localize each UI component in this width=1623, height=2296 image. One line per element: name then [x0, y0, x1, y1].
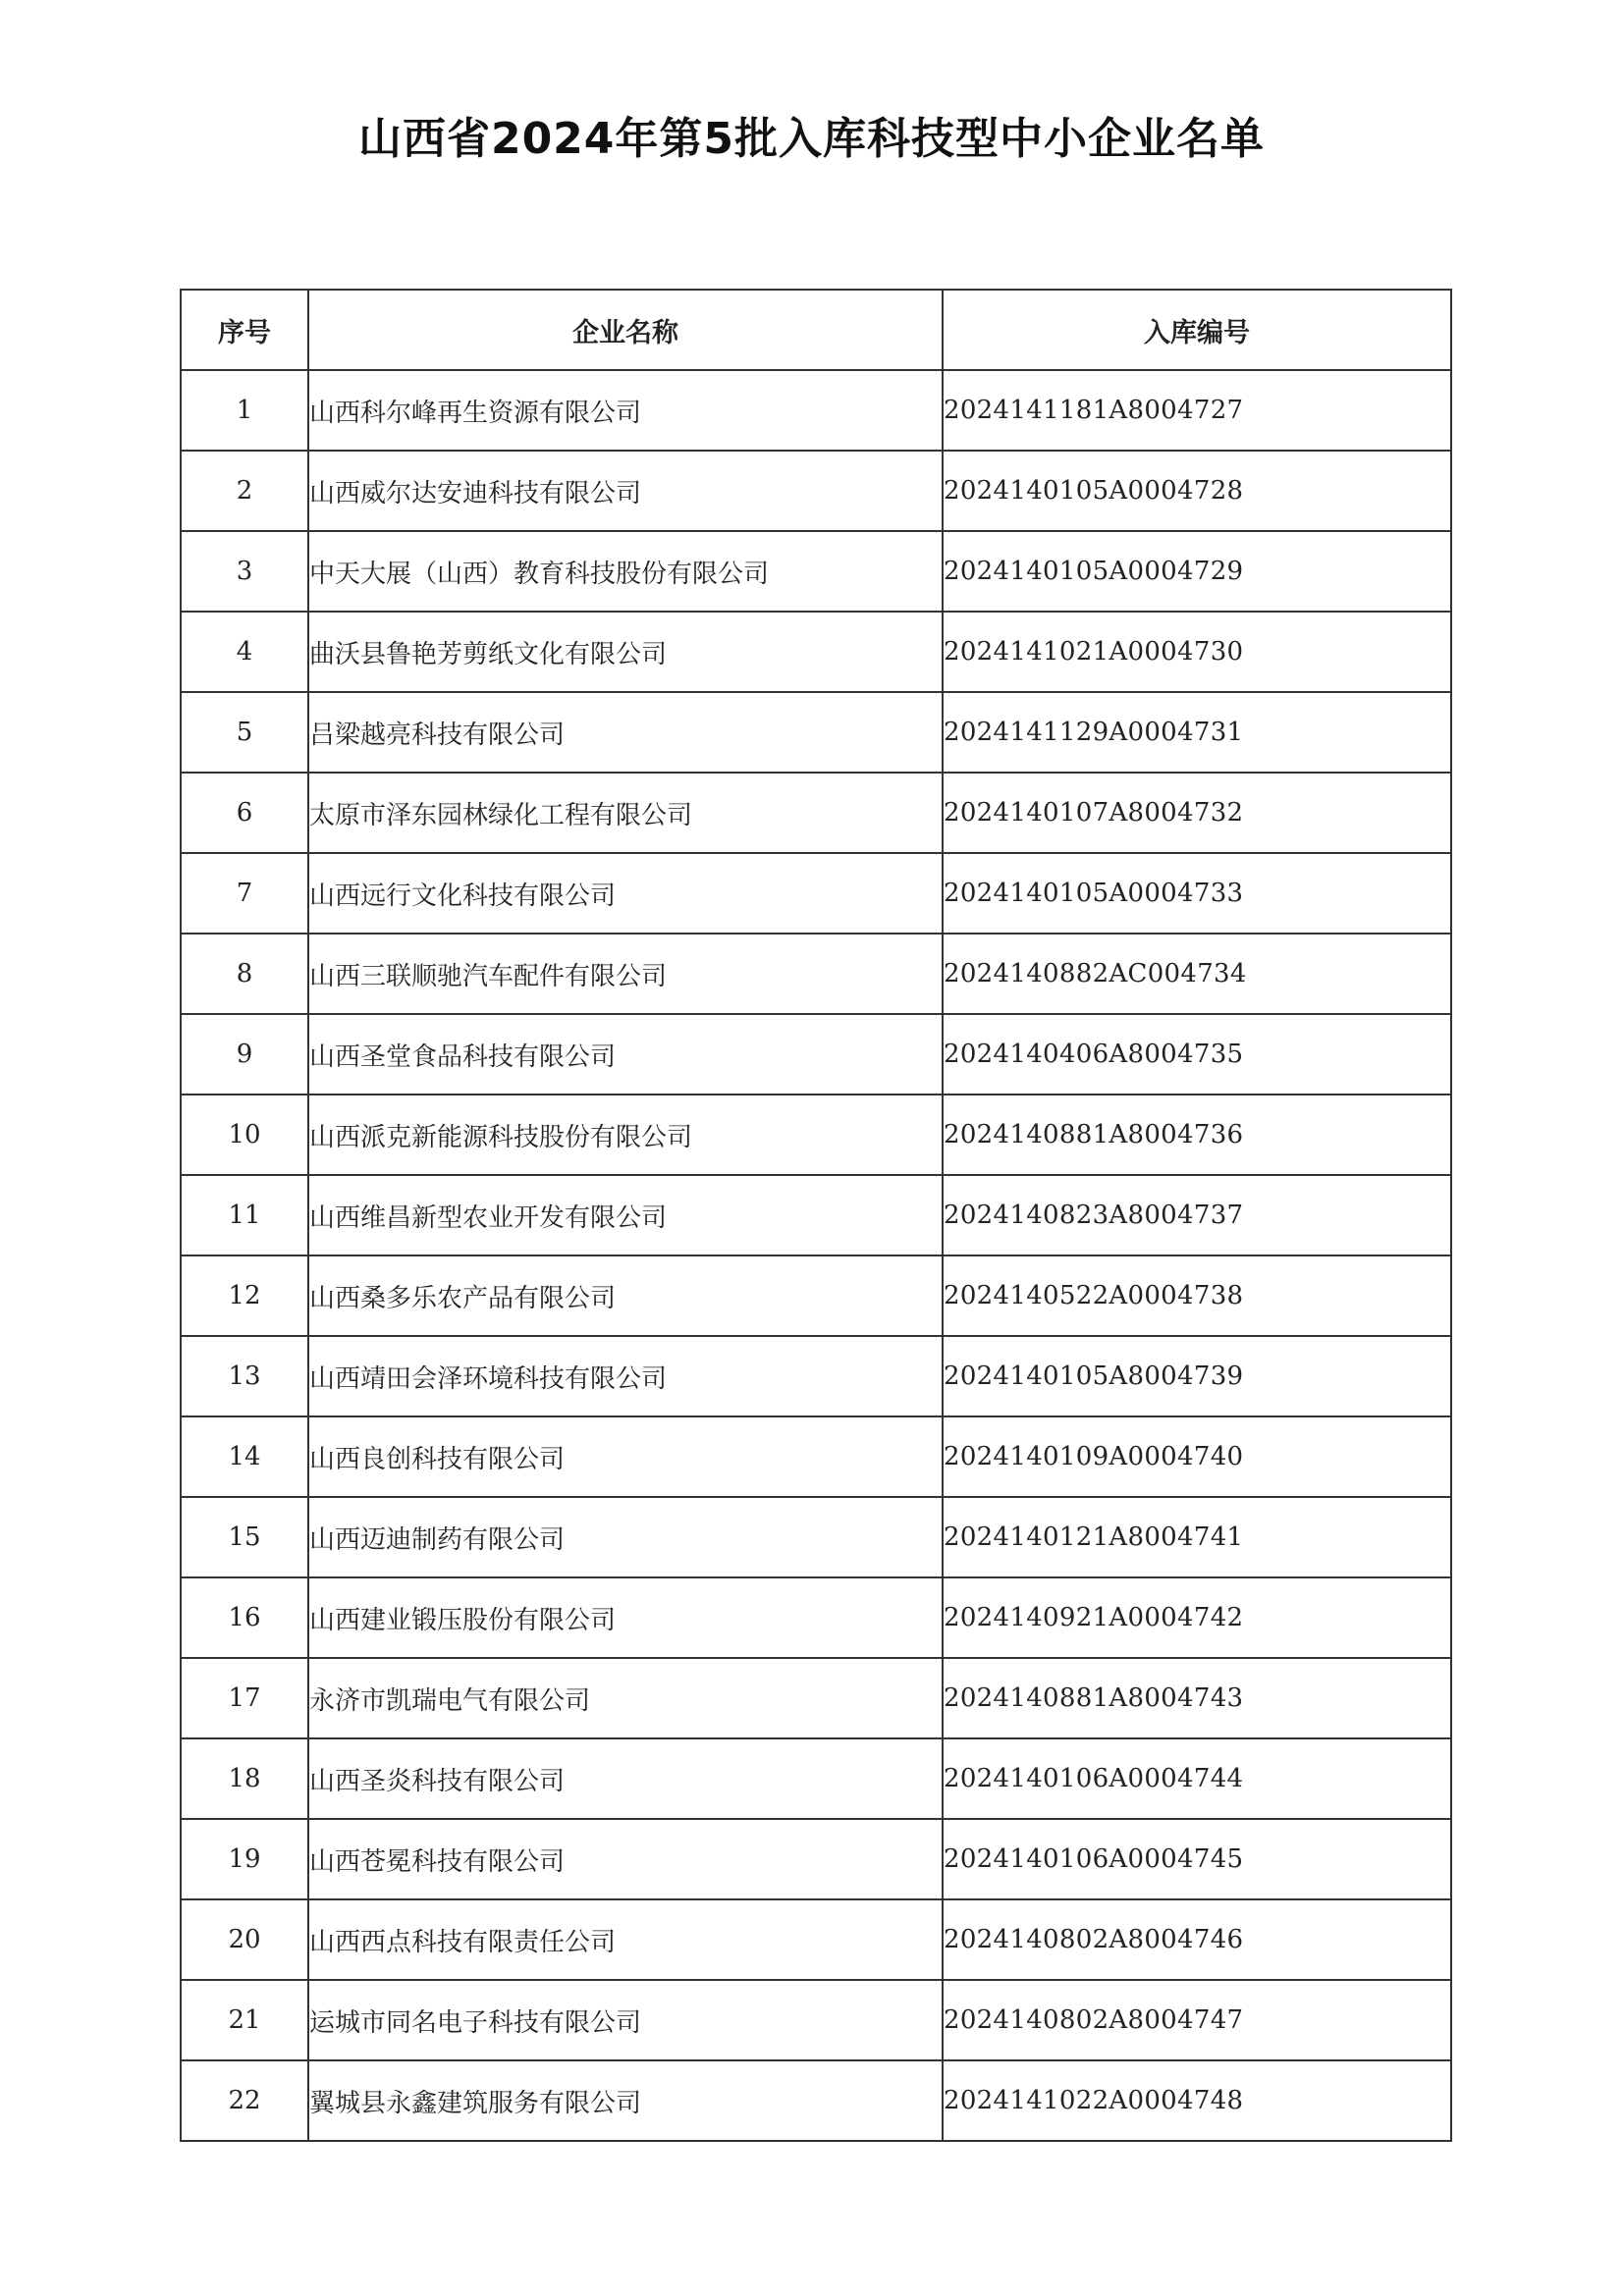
- row-company-name: 山西迈迪制药有限公司: [308, 1497, 943, 1577]
- table-row: [181, 531, 1451, 612]
- row-registration-code: 2024140522A0004738: [943, 1255, 1451, 1336]
- row-serial-number: 16: [181, 1577, 308, 1658]
- table-row: [181, 1899, 1451, 1980]
- row-serial-number: 4: [181, 612, 308, 692]
- table-row: [181, 1819, 1451, 1899]
- row-serial-number: 8: [181, 934, 308, 1014]
- row-registration-code: 2024140105A0004729: [943, 531, 1451, 612]
- row-serial-number: 7: [181, 853, 308, 934]
- row-company-name: 山西远行文化科技有限公司: [308, 853, 943, 934]
- row-company-name: 山西苍冕科技有限公司: [308, 1819, 943, 1899]
- row-serial-number: 20: [181, 1899, 308, 1980]
- row-company-name: 中天大展（山西）教育科技股份有限公司: [308, 531, 943, 612]
- row-registration-code: 2024141181A8004727: [943, 370, 1451, 451]
- row-registration-code: 2024141022A0004748: [943, 2060, 1451, 2141]
- row-company-name: 山西威尔达安迪科技有限公司: [308, 451, 943, 531]
- row-serial-number: 11: [181, 1175, 308, 1255]
- row-company-name: 山西科尔峰再生资源有限公司: [308, 370, 943, 451]
- row-serial-number: 2: [181, 451, 308, 531]
- table-row: [181, 1738, 1451, 1819]
- enterprise-table: [180, 289, 1452, 2142]
- row-company-name: 山西圣炎科技有限公司: [308, 1738, 943, 1819]
- table-row: [181, 1416, 1451, 1497]
- row-serial-number: 15: [181, 1497, 308, 1577]
- row-registration-code: 2024140105A8004739: [943, 1336, 1451, 1416]
- table-row: [181, 1095, 1451, 1175]
- table-row: [181, 1658, 1451, 1738]
- header-company-name: 企业名称: [308, 290, 943, 370]
- row-registration-code: 2024140106A0004744: [943, 1738, 1451, 1819]
- row-registration-code: 2024140106A0004745: [943, 1819, 1451, 1899]
- row-company-name: 山西良创科技有限公司: [308, 1416, 943, 1497]
- table-row: [181, 2060, 1451, 2141]
- row-serial-number: 9: [181, 1014, 308, 1095]
- row-registration-code: 2024141129A0004731: [943, 692, 1451, 773]
- row-registration-code: 2024140823A8004737: [943, 1175, 1451, 1255]
- row-company-name: 山西建业锻压股份有限公司: [308, 1577, 943, 1658]
- row-serial-number: 12: [181, 1255, 308, 1336]
- header-serial-number: 序号: [181, 290, 308, 370]
- table-row: [181, 1577, 1451, 1658]
- row-company-name: 山西靖田会泽环境科技有限公司: [308, 1336, 943, 1416]
- row-serial-number: 13: [181, 1336, 308, 1416]
- table-row: [181, 934, 1451, 1014]
- table-row: [181, 370, 1451, 451]
- row-registration-code: 2024140882AC004734: [943, 934, 1451, 1014]
- row-company-name: 山西三联顺驰汽车配件有限公司: [308, 934, 943, 1014]
- page-title: 山西省2024年第5批入库科技型中小企业名单: [357, 114, 1266, 164]
- row-registration-code: 2024140881A8004736: [943, 1095, 1451, 1175]
- row-company-name: 运城市同名电子科技有限公司: [308, 1980, 943, 2060]
- row-registration-code: 2024140921A0004742: [943, 1577, 1451, 1658]
- row-registration-code: 2024140121A8004741: [943, 1497, 1451, 1577]
- table-header-row: [181, 290, 1451, 370]
- row-company-name: 吕梁越亮科技有限公司: [308, 692, 943, 773]
- row-serial-number: 22: [181, 2060, 308, 2141]
- row-registration-code: 2024140802A8004746: [943, 1899, 1451, 1980]
- table-row: [181, 773, 1451, 853]
- row-company-name: 山西维昌新型农业开发有限公司: [308, 1175, 943, 1255]
- row-company-name: 山西派克新能源科技股份有限公司: [308, 1095, 943, 1175]
- header-registration-code: 入库编号: [943, 290, 1451, 370]
- table-row: [181, 1255, 1451, 1336]
- table-body: [181, 370, 1451, 2141]
- row-company-name: 山西西点科技有限责任公司: [308, 1899, 943, 1980]
- row-registration-code: 2024140107A8004732: [943, 773, 1451, 853]
- table-row: [181, 1980, 1451, 2060]
- row-serial-number: 5: [181, 692, 308, 773]
- row-serial-number: 19: [181, 1819, 308, 1899]
- table-row: [181, 692, 1451, 773]
- table-row: [181, 1175, 1451, 1255]
- row-serial-number: 14: [181, 1416, 308, 1497]
- row-serial-number: 21: [181, 1980, 308, 2060]
- table-row: [181, 451, 1451, 531]
- row-company-name: 曲沃县鲁艳芳剪纸文化有限公司: [308, 612, 943, 692]
- row-serial-number: 6: [181, 773, 308, 853]
- row-serial-number: 10: [181, 1095, 308, 1175]
- row-registration-code: 2024141021A0004730: [943, 612, 1451, 692]
- row-company-name: 翼城县永鑫建筑服务有限公司: [308, 2060, 943, 2141]
- row-serial-number: 1: [181, 370, 308, 451]
- row-registration-code: 2024140105A0004728: [943, 451, 1451, 531]
- row-serial-number: 18: [181, 1738, 308, 1819]
- row-company-name: 山西桑多乐农产品有限公司: [308, 1255, 943, 1336]
- row-registration-code: 2024140802A8004747: [943, 1980, 1451, 2060]
- table-row: [181, 1014, 1451, 1095]
- row-company-name: 永济市凯瑞电气有限公司: [308, 1658, 943, 1738]
- row-company-name: 山西圣堂食品科技有限公司: [308, 1014, 943, 1095]
- row-registration-code: 2024140105A0004733: [943, 853, 1451, 934]
- table-row: [181, 1497, 1451, 1577]
- table-row: [181, 612, 1451, 692]
- row-registration-code: 2024140881A8004743: [943, 1658, 1451, 1738]
- row-registration-code: 2024140406A8004735: [943, 1014, 1451, 1095]
- row-registration-code: 2024140109A0004740: [943, 1416, 1451, 1497]
- row-serial-number: 3: [181, 531, 308, 612]
- row-serial-number: 17: [181, 1658, 308, 1738]
- row-company-name: 太原市泽东园林绿化工程有限公司: [308, 773, 943, 853]
- table-row: [181, 853, 1451, 934]
- table-row: [181, 1336, 1451, 1416]
